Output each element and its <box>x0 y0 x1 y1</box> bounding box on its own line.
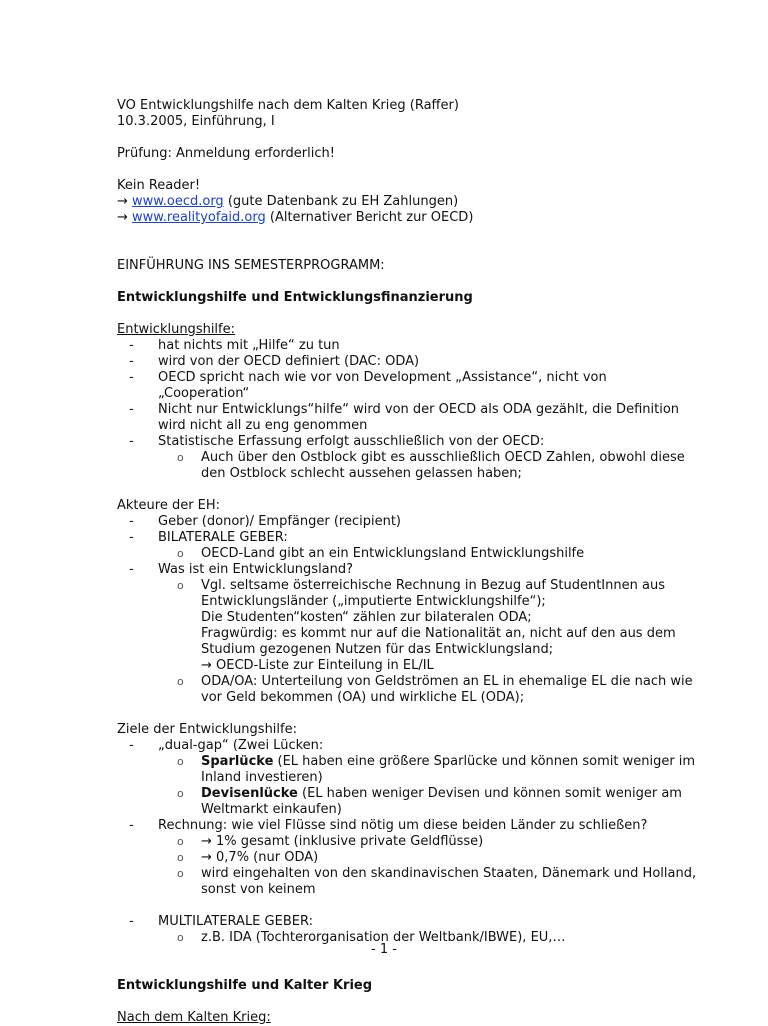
dash-bullet: - <box>129 338 134 353</box>
section-heading: Entwicklungshilfe und Kalter Krieg <box>117 978 373 993</box>
circle-bullet: o <box>177 579 184 592</box>
link-line-oecd <box>117 194 697 210</box>
list-item: - wird von der OECD definiert (DAC: ODA) <box>129 354 420 369</box>
dash-bullet: - <box>129 514 134 529</box>
subsection-label: Nach dem Kalten Krieg: <box>117 1010 271 1025</box>
list-item: - Nicht nur Entwicklungs“hilfe“ wird von der OECD als ODA gezählt, die Definition wird nicht all zu eng genommen <box>129 402 680 433</box>
circle-bullet: o <box>177 547 184 560</box>
sub-list-item: o Sparlücke (EL haben eine größere Sparlücke und können somit weniger im Inland investieren) <box>177 754 696 785</box>
circle-bullet: o <box>177 931 184 944</box>
circle-bullet: o <box>177 451 184 464</box>
dash-bullet: - <box>129 370 134 385</box>
sub-list-item: o → 1% gesamt (inklusive private Geldflüsse) <box>177 834 484 849</box>
reader-note: Kein Reader! <box>117 178 201 193</box>
sub-list-item: o z.B. IDA (Tochterorganisation der Weltbank/IBWE), EU,… <box>177 930 566 945</box>
term-devisenluecke: Devisenlücke <box>201 786 298 801</box>
document-page <box>117 98 697 1026</box>
arrow-icon: → <box>117 194 128 209</box>
dash-bullet: - <box>129 738 134 753</box>
list-item: - BILATERALE GEBER: <box>129 530 288 545</box>
link-realityofaid[interactable]: www.realityofaid.org <box>132 210 266 225</box>
list-item: - Statistische Erfassung erfolgt ausschließlich von der OECD: <box>129 434 545 449</box>
circle-bullet: o <box>177 755 184 768</box>
dash-bullet: - <box>129 402 134 417</box>
list-item: - MULTILATERALE GEBER: <box>129 914 313 929</box>
subsection-label: Entwicklungshilfe: <box>117 322 236 337</box>
list-item: - hat nichts mit „Hilfe“ zu tun <box>129 338 340 353</box>
list-item: - Was ist ein Entwicklungsland? <box>129 562 354 577</box>
subsection-label: Akteure der EH: <box>117 498 221 513</box>
circle-bullet: o <box>177 867 184 880</box>
sub-list-item: o Auch über den Ostblock gibt es ausschließlich OECD Zahlen, obwohl diese den Ostblock schlecht aussehen gelassen haben; <box>177 450 685 481</box>
circle-bullet: o <box>177 787 184 800</box>
section-heading: Entwicklungshilfe und Entwicklungsfinanzierung <box>117 290 473 305</box>
term-sparluecke: Sparlücke <box>201 754 274 769</box>
list-item: - Geber (donor)/ Empfänger (recipient) <box>129 514 401 529</box>
link-oecd[interactable]: www.oecd.org <box>132 194 224 209</box>
sub-list-item: o → 0,7% (nur ODA) <box>177 850 319 865</box>
sub-list-item: o wird eingehalten von den skandinavischen Staaten, Dänemark und Holland, sonst von keinem <box>177 866 697 897</box>
circle-bullet: o <box>177 835 184 848</box>
dash-bullet: - <box>129 530 134 545</box>
intro-heading: EINFÜHRUNG INS SEMESTERPROGRAMM: <box>117 258 385 273</box>
link-line-realityofaid <box>117 210 697 226</box>
link-desc: (gute Datenbank zu EH Zahlungen) <box>223 194 459 209</box>
continuation-line: Die Studenten“kosten“ zählen zur bilateralen ODA; <box>201 610 532 625</box>
dash-bullet: - <box>129 914 134 929</box>
dash-bullet: - <box>129 434 134 449</box>
sub-list-item: o OECD-Land gibt an ein Entwicklungsland Entwicklungshilfe <box>177 546 585 561</box>
sub-list-item: o ODA/OA: Unterteilung von Geldströmen an EL in ehemalige EL die nach wie vor Geld bekommen (OA) und wirkliche EL (ODA); <box>177 674 693 705</box>
page-number: - 1 - <box>371 942 397 957</box>
exam-note: Prüfung: Anmeldung erforderlich! <box>117 146 335 161</box>
list-item: - OECD spricht nach wie vor von Development „Assistance“, nicht von „Cooperation“ <box>129 370 607 401</box>
sub-list-item: o Devisenlücke (EL haben weniger Devisen und können somit weniger am Weltmarkt einkaufen) <box>177 786 682 817</box>
sub-list-item: o Vgl. seltsame österreichische Rechnung in Bezug auf StudentInnen aus Entwicklungsländer („imputierte Entwicklungshilfe“); <box>177 578 665 609</box>
subsection-label: Ziele der Entwicklungshilfe: <box>117 722 297 737</box>
dash-bullet: - <box>129 562 134 577</box>
arrow-icon: → <box>117 210 128 225</box>
dash-bullet: - <box>129 354 134 369</box>
list-item: - „dual-gap“ (Zwei Lücken: <box>129 738 324 753</box>
circle-bullet: o <box>177 851 184 864</box>
continuation-line: → OECD-Liste zur Einteilung in EL/IL <box>201 658 434 673</box>
doc-title: VO Entwicklungshilfe nach dem Kalten Krieg (Raffer) <box>117 98 459 113</box>
dash-bullet: - <box>129 818 134 833</box>
circle-bullet: o <box>177 675 184 688</box>
doc-date: 10.3.2005, Einführung, I <box>117 114 275 129</box>
list-item: - Rechnung: wie viel Flüsse sind nötig um diese beiden Länder zu schließen? <box>129 818 648 833</box>
link-desc: (Alternativer Bericht zur OECD) <box>265 210 474 225</box>
continuation-line: Fragwürdig: es kommt nur auf die Nationalität an, nicht auf den aus dem Studium gezogenen Nutzen für das Entwicklungsland; <box>201 626 676 657</box>
